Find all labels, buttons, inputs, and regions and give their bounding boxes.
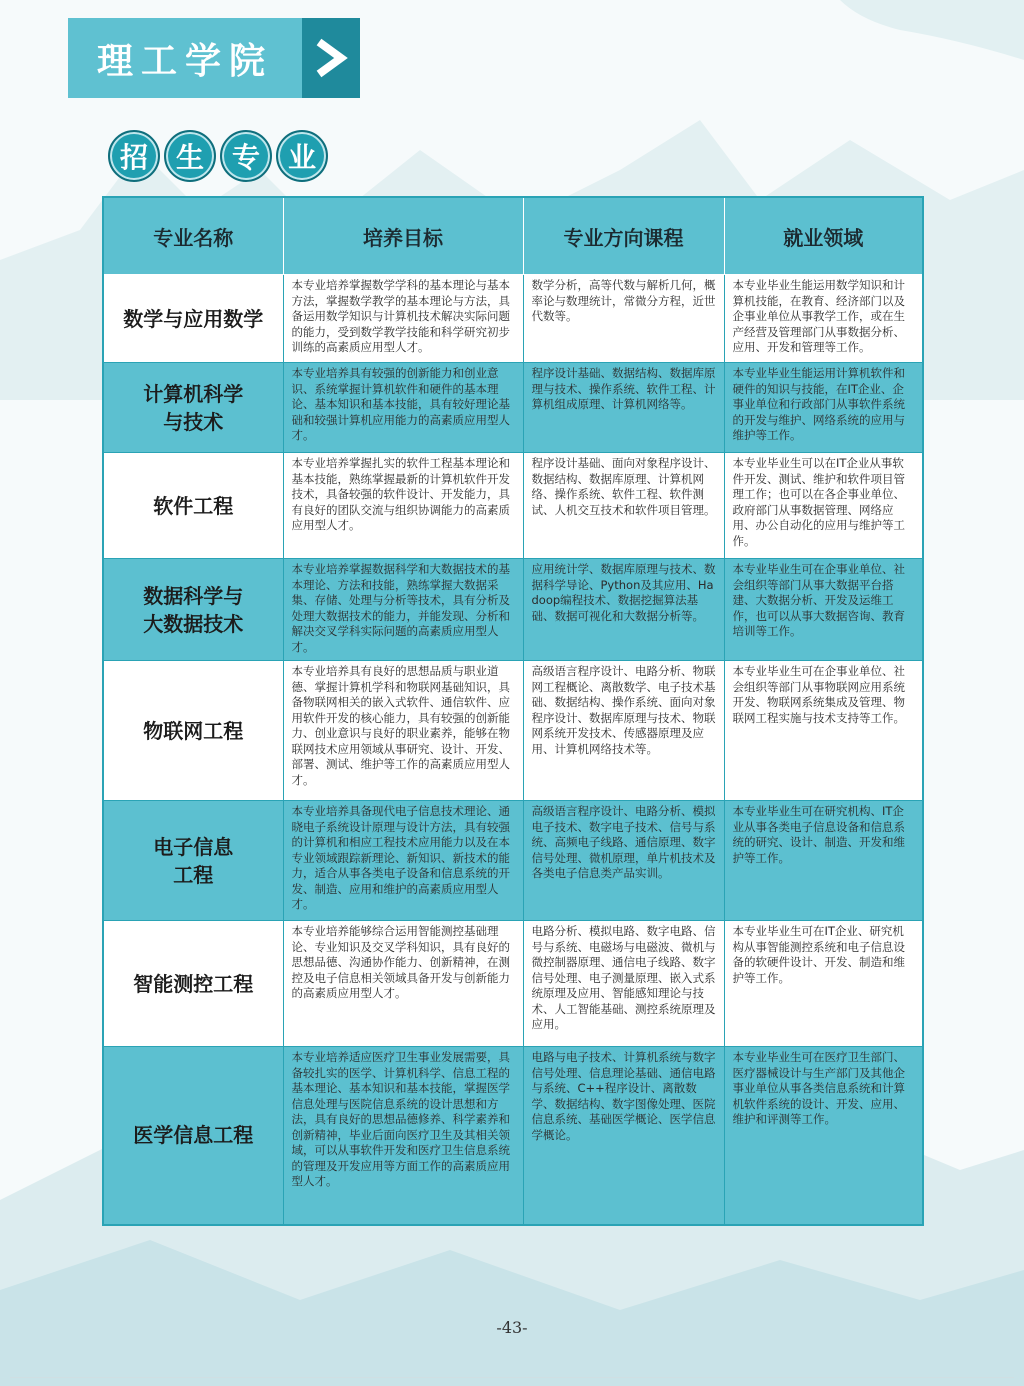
major-employment: 本专业毕业生能运用数学知识和计算机技能，在教育、经济部门以及企事业单位从事教学工作，或在生产经营及管理部门从事数据分析、应用、开发和管理等工作。 <box>724 275 923 363</box>
major-courses: 高级语言程序设计、电路分析、模拟电子技术、数字电子技术、信号与系统、高频电子线路、通信原理、数字信号处理、微机原理，单片机技术及各类电子信息类产品实训。 <box>523 801 724 921</box>
section-title-char: 招 <box>108 130 160 182</box>
major-employment: 本专业毕业生可在医疗卫生部门、医疗器械设计与生产部门及其他企事业单位从事各类信息系统和计算机软件系统的设计、开发、应用、维护和评测等工作。 <box>724 1047 923 1225</box>
major-name: 数学与应用数学 <box>103 275 283 363</box>
section-title-char: 业 <box>276 130 328 182</box>
column-header-major: 专业名称 <box>103 197 283 275</box>
bottom-divider <box>10 1377 1014 1378</box>
table-row <box>103 801 923 921</box>
major-name: 医学信息工程 <box>103 1047 283 1225</box>
table-row <box>103 1047 923 1225</box>
major-name: 数据科学与 大数据技术 <box>103 559 283 661</box>
major-employment: 本专业毕业生可在研究机构、IT企业从事各类电子信息设备和信息系统的研究、设计、制造、开发和维护等工作。 <box>724 801 923 921</box>
table-row <box>103 453 923 559</box>
major-courses: 程序设计基础、数据结构、数据库原理与技术、操作系统、软件工程、计算机组成原理、计算机网络等。 <box>523 363 724 453</box>
major-goal: 本专业培养掌握扎实的软件工程基本理论和基本技能，熟练掌握最新的计算机软件开发技术，具备较强的软件设计、开发能力，具有良好的团队交流与组织协调能力的高素质应用型人才。 <box>283 453 523 559</box>
major-goal: 本专业培养掌握数学学科的基本理论与基本方法，掌握数学教学的基本理论与方法，具备运用数学知识与计算机技术解决实际问题的能力，受到数学教学技能和科学研究初步训练的高素质应用型人才。 <box>283 275 523 363</box>
major-courses: 电路与电子技术、计算机系统与数字信号处理、信息理论基础、通信电路与系统、C++程序设计、离散数学、数据结构、数字图像处理、医院信息系统、基础医学概论、医学信息学概论。 <box>523 1047 724 1225</box>
section-title-char: 专 <box>220 130 272 182</box>
table-row <box>103 559 923 661</box>
major-goal: 本专业培养掌握数据科学和大数据技术的基本理论、方法和技能，熟练掌握大数据采集、存储、处理与分析等技术，具有分析及处理大数据技术的能力，并能发现、分析和解决交叉学科实际问题的高素质应用型人才。 <box>283 559 523 661</box>
college-header <box>68 18 302 98</box>
table-header-row <box>103 197 923 275</box>
major-goal: 本专业培养具有较强的创新能力和创业意识、系统掌握计算机软件和硬件的基本理论、基本知识和基本技能，具有较好理论基础和较强计算机应用能力的高素质应用型人才。 <box>283 363 523 453</box>
major-courses: 程序设计基础、面向对象程序设计、数据结构、数据库原理、计算机网络、操作系统、软件工程、软件测试、人机交互技术和软件项目管理。 <box>523 453 724 559</box>
major-name: 计算机科学 与技术 <box>103 363 283 453</box>
chevron-right-icon <box>313 38 349 78</box>
college-title: 理工学院 <box>96 40 273 82</box>
major-name: 电子信息 工程 <box>103 801 283 921</box>
major-courses: 数学分析，高等代数与解析几何，概率论与数理统计，常微分方程，近世代数等。 <box>523 275 724 363</box>
major-goal: 本专业培养适应医疗卫生事业发展需要，具备较扎实的医学、计算机科学、信息工程的基本理论、基本知识和基本技能，掌握医学信息处理与医院信息系统的设计思想和方法，具有良好的思想品德修养、科学素养和创新精神，毕业后面向医疗卫生及其相关领域，可以从事软件开发和医疗卫生信息系统的管理及开发应用等方面工作的高素质应用型人才。 <box>283 1047 523 1225</box>
major-goal: 本专业培养具备现代电子信息技术理论、通晓电子系统设计原理与设计方法，具有较强的计算机和相应工程技术应用能力以及在本专业领域跟踪新理论、新知识、新技术的能力，适合从事各类电子设备和信息系统的开发、制造、应用和维护的高素质应用型人才。 <box>283 801 523 921</box>
table-row <box>103 921 923 1047</box>
major-courses: 应用统计学、数据库原理与技术、数据科学导论、Python及其应用、Hadoop编程技术、数据挖掘算法基础、数据可视化和大数据分析等。 <box>523 559 724 661</box>
major-name: 智能测控工程 <box>103 921 283 1047</box>
major-employment: 本专业毕业生能运用计算机软件和硬件的知识与技能，在IT企业、企事业单位和行政部门从事软件系统的开发与维护、网络系统的应用与维护等工作。 <box>724 363 923 453</box>
section-title-char: 生 <box>164 130 216 182</box>
major-goal: 本专业培养能够综合运用智能测控基础理论、专业知识及交叉学科知识，具有良好的思想品德、沟通协作能力、创新精神，在测控及电子信息相关领域具备开发与创新能力的高素质应用型人才。 <box>283 921 523 1047</box>
major-employment: 本专业毕业生可以在IT企业从事软件开发、测试、维护和软件项目管理工作；也可以在各企事业单位、政府部门从事数据管理、网络应用、办公自动化的应用与维护等工作。 <box>724 453 923 559</box>
majors-table <box>102 196 924 1226</box>
major-courses: 高级语言程序设计、电路分析、物联网工程概论、离散数学、电子技术基础、数据结构、操作系统、面向对象程序设计、数据库原理与技术、物联网系统开发技术、传感器原理及应用、计算机网络技术等。 <box>523 661 724 801</box>
section-title <box>108 130 328 182</box>
column-header-employment: 就业领域 <box>724 197 923 275</box>
major-courses: 电路分析、模拟电路、数字电路、信号与系统、电磁场与电磁波、微机与微控制器原理、通信电子线路、数字信号处理、电子测量原理、嵌入式系统原理及应用、智能感知理论与技术、人工智能基础、测控系统原理及应用。 <box>523 921 724 1047</box>
major-name: 软件工程 <box>103 453 283 559</box>
major-goal: 本专业培养具有良好的思想品质与职业道德、掌握计算机学科和物联网基础知识，具备物联网相关的嵌入式软件、通信软件、应用软件开发的核心能力，具有较强的创新能力、创业意识与良好的职业素养，能够在物联网技术应用领域从事研究、设计、开发、部署、测试、维护等工作的高素质应用型人才。 <box>283 661 523 801</box>
major-employment: 本专业毕业生可在企事业单位、社会组织等部门从事物联网应用系统开发、物联网系统集成及管理、物联网工程实施与技术支持等工作。 <box>724 661 923 801</box>
major-employment: 本专业毕业生可在企事业单位、社会组织等部门从事大数据平台搭建、大数据分析、开发及运维工作，也可以从事大数据咨询、教育培训等工作。 <box>724 559 923 661</box>
table-row <box>103 661 923 801</box>
major-name: 物联网工程 <box>103 661 283 801</box>
header-arrow <box>302 18 360 98</box>
page-number: -43- <box>496 1318 528 1337</box>
table-row <box>103 363 923 453</box>
table-row <box>103 275 923 363</box>
column-header-goal: 培养目标 <box>283 197 523 275</box>
column-header-courses: 专业方向课程 <box>523 197 724 275</box>
major-employment: 本专业毕业生可在IT企业、研究机构从事智能测控系统和电子信息设备的软硬件设计、开发、制造和维护等工作。 <box>724 921 923 1047</box>
